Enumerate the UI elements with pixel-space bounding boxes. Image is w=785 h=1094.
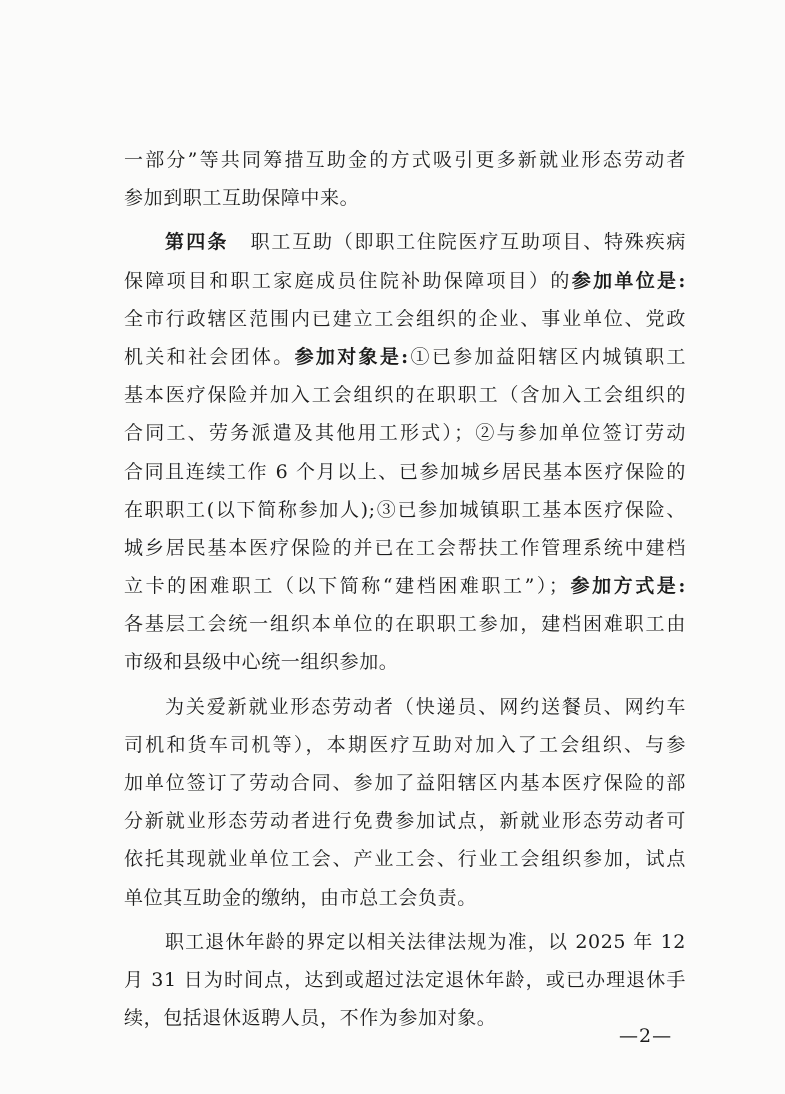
bold-term: 参加方式是: [568,575,686,598]
text-line: 职工退休年龄的界定以相关法律法规为准，以 2025 年 12 [165,930,686,953]
article-number: 第四条 [165,231,229,254]
text-line: 全市行政辖区范围内已建立工会组织的企业、事业单位、党政 [124,307,686,330]
text-line: 依托其现就业单位工会、产业工会、行业工会组织参加，试点 [124,848,686,871]
text-line: 加单位签订了劳动合同、参加了益阳辖区内基本医疗保险的部 [124,772,686,794]
text-line: 市级和县级中心统一组织参加。 [124,651,399,674]
text-line: 城乡居民基本医疗保险的并已在工会帮扶工作管理系统中建档 [124,536,686,559]
document-body [124,141,686,1037]
text-line: 单位其互助金的缴纳，由市总工会负责。 [124,886,477,909]
bold-term: 参加单位是: [571,269,686,292]
text-line: 司机和货车司机等），本期医疗互助对加入了工会组织、与参 [124,733,686,756]
text-line: 合同且连续工作 6 个月以上、已参加城乡居民基本医疗保险的 [124,460,686,483]
text-line [124,262,686,300]
text-line: 参加到职工互助保障中来。 [124,187,360,210]
text-line: 合同工、劳务派遣及其他用工形式）；②与参加单位签订劳动 [124,422,686,445]
text-line: 续，包括退休返聘人员，不作为参加对象。 [124,1007,497,1030]
text-segment: 保障项目和职工家庭成员住院补助保障项目）的 [124,269,572,292]
text-segment: 机关和社会团体。 [124,345,295,368]
paragraph-continuation [124,141,686,217]
text-line: 月 31 日为时间点，达到或超过法定退休年龄，或已办理退休手 [124,968,686,991]
new-employment-paragraph [124,688,686,917]
bold-term: 参加对象是: [294,345,409,368]
text-line: 在职职工(以下简称参加人);③已参加城镇职工基本医疗保险、 [124,498,686,521]
text-line [124,338,686,376]
text-line: 各基层工会统一组织本单位的在职职工参加，建档困难职工由 [124,613,686,636]
retirement-paragraph [124,923,686,1038]
text-line: 基本医疗保险并加入工会组织的在职职工（含加入工会组织的 [124,384,686,407]
text-segment: 职工互助（即职工住院医疗互助项目、特殊疾病 [250,231,686,254]
text-segment: ①已参加益阳辖区内城镇职工 [408,345,686,368]
article-four-paragraph [124,223,686,681]
text-line: 分新就业形态劳动者进行免费参加试点，新就业形态劳动者可 [124,810,686,833]
text-line: 一部分”等共同筹措互助金的方式吸引更多新就业形态劳动者 [124,149,686,171]
text-segment: 立卡的困难职工（以下简称“建档困难职工”）； [124,575,569,598]
page-number: —2— [619,1025,673,1047]
text-line: 为关爱新就业形态劳动者（快递员、网约送餐员、网约车 [165,695,686,718]
text-line [124,223,686,261]
text-line [124,567,686,605]
